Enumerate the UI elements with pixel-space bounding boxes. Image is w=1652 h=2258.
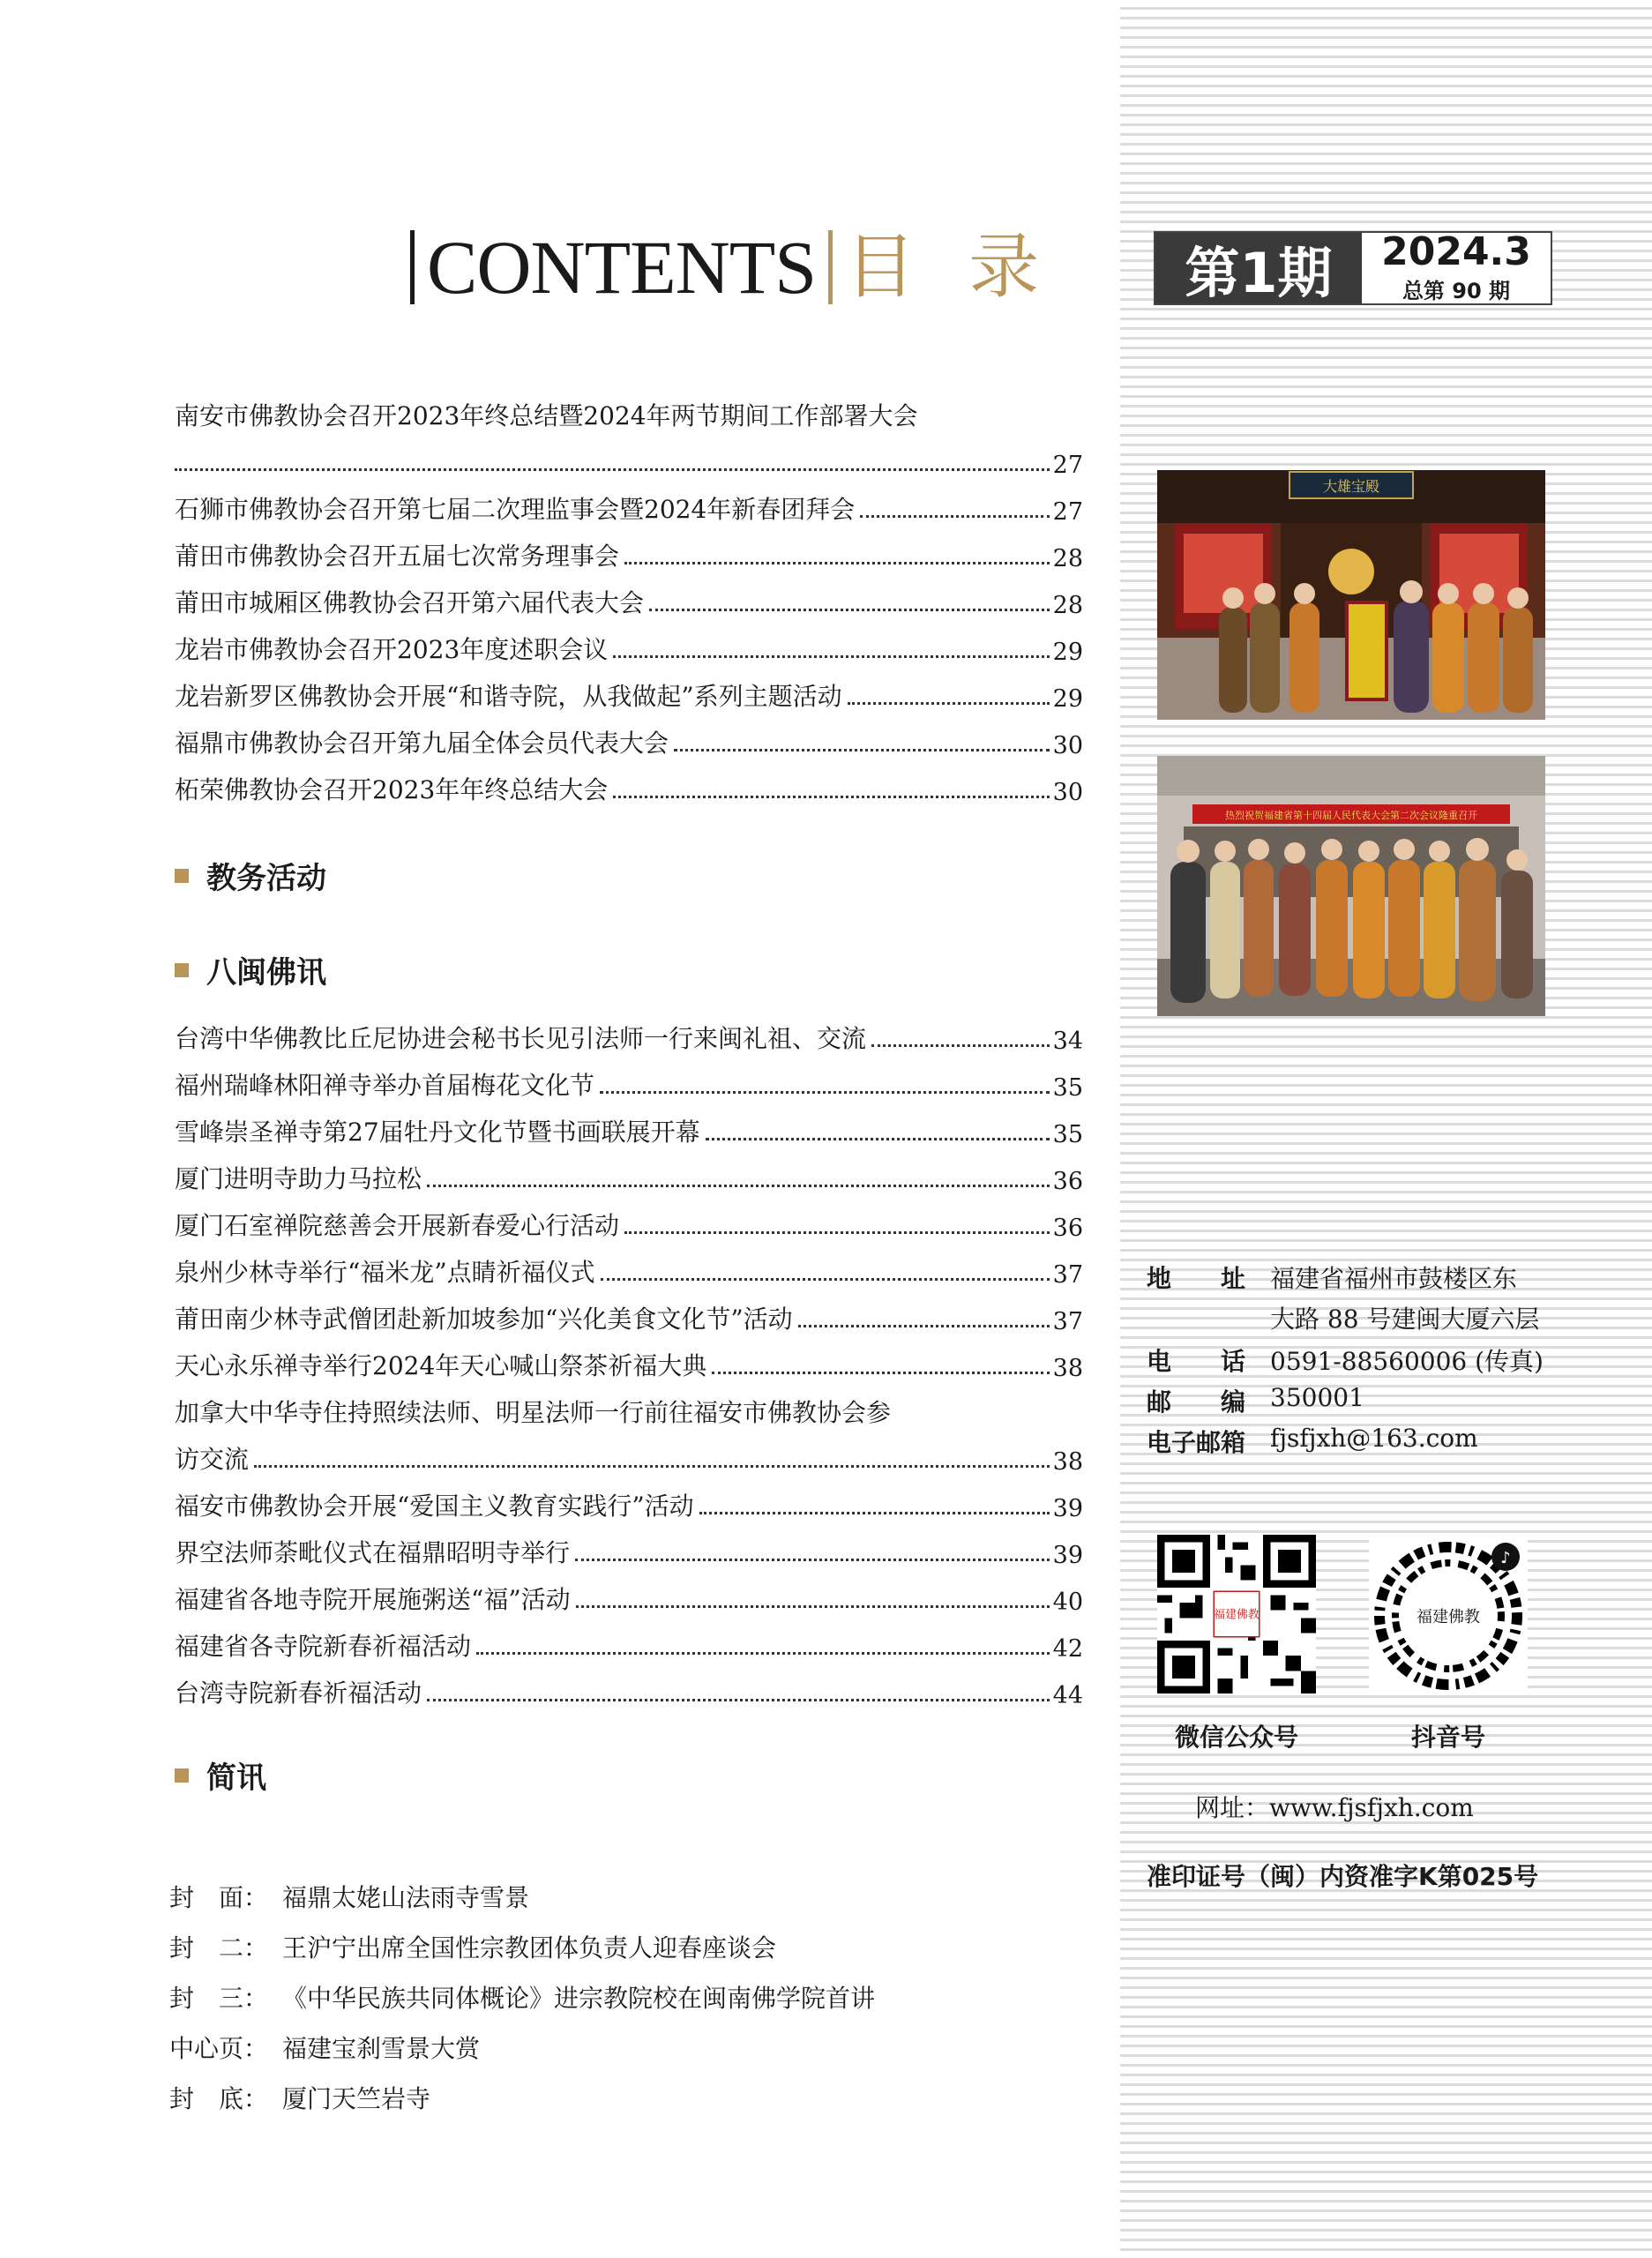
cover-key: 中心页： bbox=[169, 2034, 269, 2063]
section-bullet bbox=[175, 963, 189, 977]
toc-title: 福建省各地寺院开展施粥送“福”活动 bbox=[175, 1585, 571, 1614]
cover-captions bbox=[169, 1879, 875, 2130]
contact-phone bbox=[1147, 1342, 1544, 1378]
issue-date: 2024.3 bbox=[1381, 228, 1531, 274]
toc-title: 莆田南少林寺武僧团赴新加坡参加“兴化美食文化节”活动 bbox=[175, 1305, 793, 1334]
toc-leader bbox=[427, 1185, 1050, 1187]
photo-plaque-text: 大雄宝殿 bbox=[1322, 478, 1380, 495]
toc-page: 30 bbox=[1052, 732, 1083, 759]
toc-entry[interactable] bbox=[175, 1663, 1083, 1709]
toc-entry[interactable] bbox=[175, 479, 1083, 526]
website-url[interactable]: 网址：www.fjsfjxh.com bbox=[1195, 1793, 1474, 1822]
section-jiaowu bbox=[175, 854, 326, 897]
toc-entry[interactable] bbox=[175, 526, 1083, 572]
section-jianxun bbox=[175, 1753, 266, 1797]
toc-leader bbox=[613, 796, 1049, 798]
toc-page: 30 bbox=[1052, 779, 1083, 806]
section-bullet bbox=[175, 869, 189, 883]
toc-entry[interactable] bbox=[175, 1616, 1083, 1663]
contact-value: 0591-88560006 (传真) bbox=[1270, 1347, 1544, 1376]
douyin-logo: 福建佛教 bbox=[1417, 1608, 1480, 1626]
photo-banner-text: 热烈祝贺福建省第十四届人民代表大会第二次会议隆重召开 bbox=[1225, 810, 1477, 821]
toc-page: 38 bbox=[1052, 1448, 1083, 1476]
mulu-title: 目录 bbox=[845, 226, 1093, 308]
toc-entry[interactable] bbox=[175, 759, 1083, 806]
toc-leader bbox=[600, 1091, 1050, 1094]
toc-leader bbox=[649, 609, 1050, 611]
toc-title: 龙岩市佛教协会召开2023年度述职会议 bbox=[175, 635, 609, 664]
toc-entry[interactable] bbox=[175, 1195, 1083, 1242]
toc-leader bbox=[624, 562, 1050, 564]
toc-entry[interactable] bbox=[175, 1102, 1083, 1148]
toc-entry[interactable] bbox=[175, 1055, 1083, 1102]
toc-leader bbox=[601, 1278, 1050, 1281]
toc-entry[interactable] bbox=[175, 619, 1083, 666]
toc-page: 42 bbox=[1052, 1635, 1083, 1663]
cover-key: 封 三： bbox=[169, 1984, 269, 2013]
toc-page: 28 bbox=[1052, 545, 1083, 572]
toc-title: 厦门石室禅院慈善会开展新春爱心行活动 bbox=[175, 1211, 620, 1240]
toc-title: 雪峰崇圣禅寺第27届牡丹文化节暨书画联展开幕 bbox=[175, 1118, 700, 1147]
section-bullet bbox=[175, 1768, 189, 1783]
qr-logo: 福建佛教 bbox=[1214, 1608, 1260, 1622]
toc-leader bbox=[254, 1465, 1050, 1468]
toc-page: 27 bbox=[1052, 452, 1083, 479]
toc-page: 36 bbox=[1052, 1168, 1083, 1195]
toc-entry[interactable] bbox=[175, 572, 1083, 619]
toc-title: 福建省各寺院新春祈福活动 bbox=[175, 1632, 472, 1661]
cover-row bbox=[169, 1929, 875, 1979]
contents-title: CONTENTS bbox=[427, 225, 817, 310]
toc-leader bbox=[624, 1231, 1050, 1234]
cover-key: 封 底： bbox=[169, 2084, 269, 2113]
toc-title: 莆田市城厢区佛教协会召开第六届代表大会 bbox=[175, 588, 645, 617]
toc-title: 界空法师荼毗仪式在福鼎昭明寺举行 bbox=[175, 1538, 571, 1567]
toc-title: 天心永乐禅寺举行2024年天心喊山祭茶祈福大典 bbox=[175, 1351, 707, 1380]
toc-title: 石狮市佛教协会召开第七届二次理监事会暨2024年新春团拜会 bbox=[175, 495, 856, 524]
cover-key: 封 面： bbox=[169, 1883, 269, 1912]
contact-email bbox=[1147, 1424, 1478, 1459]
title-divider-gold bbox=[828, 230, 833, 304]
toc-title: 莆田市佛教协会召开五届七次常务理事会 bbox=[175, 542, 620, 571]
toc-leader bbox=[674, 749, 1050, 751]
toc-title: 福鼎市佛教协会召开第九届全体会员代表大会 bbox=[175, 729, 669, 758]
toc-entry[interactable] bbox=[175, 388, 1083, 432]
contact-value: 福建省福州市鼓楼区东 bbox=[1270, 1264, 1518, 1293]
toc-leader bbox=[476, 1652, 1050, 1655]
cover-value: 王沪宁出席全国性宗教团体负责人迎春座谈会 bbox=[282, 1933, 777, 1963]
page-title bbox=[410, 225, 1093, 310]
cover-row bbox=[169, 2080, 875, 2130]
contact-address-cont bbox=[1270, 1300, 1539, 1335]
cover-value: 福建宝刹雪景大赏 bbox=[282, 2034, 481, 2063]
toc-page: 35 bbox=[1052, 1121, 1083, 1148]
toc-entry-cont[interactable] bbox=[175, 1429, 1083, 1476]
toc-leader bbox=[706, 1138, 1050, 1140]
toc-page: 40 bbox=[1052, 1589, 1083, 1616]
toc-entry[interactable] bbox=[175, 1382, 1083, 1429]
toc-leader bbox=[576, 1605, 1050, 1608]
photo-congress bbox=[1157, 756, 1545, 1016]
toc-page: 35 bbox=[1052, 1074, 1083, 1102]
cover-row bbox=[169, 1979, 875, 2030]
toc-top bbox=[175, 388, 1083, 806]
contact-value: 大路 88 号建闽大厦六层 bbox=[1270, 1305, 1540, 1334]
toc-leader bbox=[712, 1372, 1049, 1374]
toc-page: 29 bbox=[1052, 685, 1083, 713]
issue-number: 第1期 bbox=[1155, 233, 1362, 303]
toc-leader bbox=[427, 1699, 1050, 1701]
toc-title: 福州瑞峰林阳禅寺举办首届梅花文化节 bbox=[175, 1071, 595, 1100]
toc-entry[interactable] bbox=[175, 1522, 1083, 1569]
photo-temple-hall bbox=[1157, 470, 1545, 720]
toc-leader bbox=[699, 1512, 1050, 1514]
qr-pattern bbox=[1157, 1535, 1316, 1694]
douyin-code-pattern bbox=[1369, 1535, 1528, 1694]
section-title: 简讯 bbox=[206, 1761, 266, 1796]
toc-entry[interactable] bbox=[175, 1335, 1083, 1382]
toc-page: 44 bbox=[1052, 1682, 1083, 1709]
cover-value: 《中华民族共同体概论》进宗教院校在闽南佛学院首讲 bbox=[282, 1984, 876, 2013]
toc-title: 龙岩新罗区佛教协会开展“和谐寺院，从我做起”系列主题活动 bbox=[175, 682, 842, 711]
permit-number: 准印证号（闽）内资准字K第025号 bbox=[1147, 1862, 1539, 1891]
toc-entry[interactable] bbox=[175, 1289, 1083, 1335]
toc-leader bbox=[613, 655, 1049, 658]
section-title: 教务活动 bbox=[206, 861, 326, 896]
sidebar-stripes bbox=[1120, 0, 1652, 2258]
toc-title: 台湾中华佛教比丘尼协进会秘书长见引法师一行来闽礼祖、交流 bbox=[175, 1024, 867, 1053]
toc-entry[interactable] bbox=[175, 1476, 1083, 1522]
toc-title: 访交流 bbox=[175, 1445, 250, 1474]
toc-title: 南安市佛教协会召开2023年终总结暨2024年两节期间工作部署大会 bbox=[175, 401, 918, 430]
section-title: 八闽佛讯 bbox=[206, 955, 326, 991]
toc-bamin bbox=[175, 1008, 1083, 1709]
contact-value: 350001 bbox=[1270, 1383, 1364, 1412]
toc-leader bbox=[798, 1325, 1050, 1327]
toc-title: 柘荣佛教协会召开2023年年终总结大会 bbox=[175, 775, 609, 804]
contact-address bbox=[1147, 1260, 1517, 1295]
toc-leader bbox=[848, 702, 1050, 705]
contact-label: 电子邮箱 bbox=[1147, 1428, 1246, 1457]
cover-value: 厦门天竺岩寺 bbox=[282, 2084, 431, 2113]
issue-badge bbox=[1154, 228, 1552, 305]
toc-title: 泉州少林寺举行“福米龙”点睛祈福仪式 bbox=[175, 1258, 595, 1287]
douyin-qr-code[interactable] bbox=[1369, 1535, 1528, 1694]
toc-leader bbox=[175, 468, 1050, 471]
contact-value[interactable]: fjsfjxh@163.com bbox=[1270, 1424, 1478, 1453]
title-divider bbox=[410, 230, 415, 304]
toc-page: 39 bbox=[1052, 1495, 1083, 1522]
section-bamin bbox=[175, 948, 326, 991]
cover-value: 福鼎太姥山法雨寺雪景 bbox=[282, 1883, 530, 1912]
toc-page: 34 bbox=[1052, 1028, 1083, 1055]
tiktok-icon: ♪ bbox=[1500, 1549, 1511, 1567]
contact-label: 电 话 bbox=[1147, 1347, 1246, 1376]
toc-entry[interactable] bbox=[175, 713, 1083, 759]
toc-page: 37 bbox=[1052, 1308, 1083, 1335]
toc-title: 福安市佛教协会开展“爱国主义教育实践行”活动 bbox=[175, 1492, 694, 1521]
temple-hall-image bbox=[1157, 470, 1545, 720]
toc-page: 38 bbox=[1052, 1355, 1083, 1382]
toc-page: 27 bbox=[1052, 498, 1083, 526]
contact-label: 邮 编 bbox=[1147, 1387, 1246, 1417]
toc-title: 厦门进明寺助力马拉松 bbox=[175, 1164, 422, 1193]
issue-total: 总第 90 期 bbox=[1402, 278, 1511, 303]
toc-title: 台湾寺院新春祈福活动 bbox=[175, 1679, 422, 1708]
cover-key: 封 二： bbox=[169, 1933, 269, 1963]
toc-entry[interactable] bbox=[175, 1148, 1083, 1195]
toc-page: 28 bbox=[1052, 592, 1083, 619]
toc-leader bbox=[860, 515, 1049, 518]
toc-leader bbox=[871, 1044, 1050, 1047]
congress-image bbox=[1157, 756, 1545, 1016]
toc-entry[interactable] bbox=[175, 666, 1083, 713]
wechat-qr-code[interactable] bbox=[1157, 1535, 1316, 1694]
issue-meta bbox=[1362, 228, 1551, 303]
toc-entry[interactable] bbox=[175, 1569, 1083, 1616]
toc-title: 加拿大中华寺住持照续法师、明星法师一行前往福安市佛教协会参 bbox=[175, 1398, 892, 1427]
toc-page: 29 bbox=[1052, 639, 1083, 666]
toc-entry[interactable] bbox=[175, 1242, 1083, 1289]
toc-entry[interactable] bbox=[175, 1008, 1083, 1055]
toc-page: 36 bbox=[1052, 1215, 1083, 1242]
toc-page: 37 bbox=[1052, 1261, 1083, 1289]
douyin-label: 抖音号 bbox=[1410, 1723, 1485, 1752]
toc-leader bbox=[575, 1559, 1050, 1561]
contact-zip bbox=[1147, 1383, 1364, 1418]
wechat-label: 微信公众号 bbox=[1174, 1723, 1298, 1752]
toc-page: 39 bbox=[1052, 1542, 1083, 1569]
contact-label: 地 址 bbox=[1147, 1264, 1246, 1293]
cover-row bbox=[169, 2030, 875, 2080]
cover-row bbox=[169, 1879, 875, 1929]
toc-entry-cont[interactable] bbox=[175, 432, 1083, 479]
